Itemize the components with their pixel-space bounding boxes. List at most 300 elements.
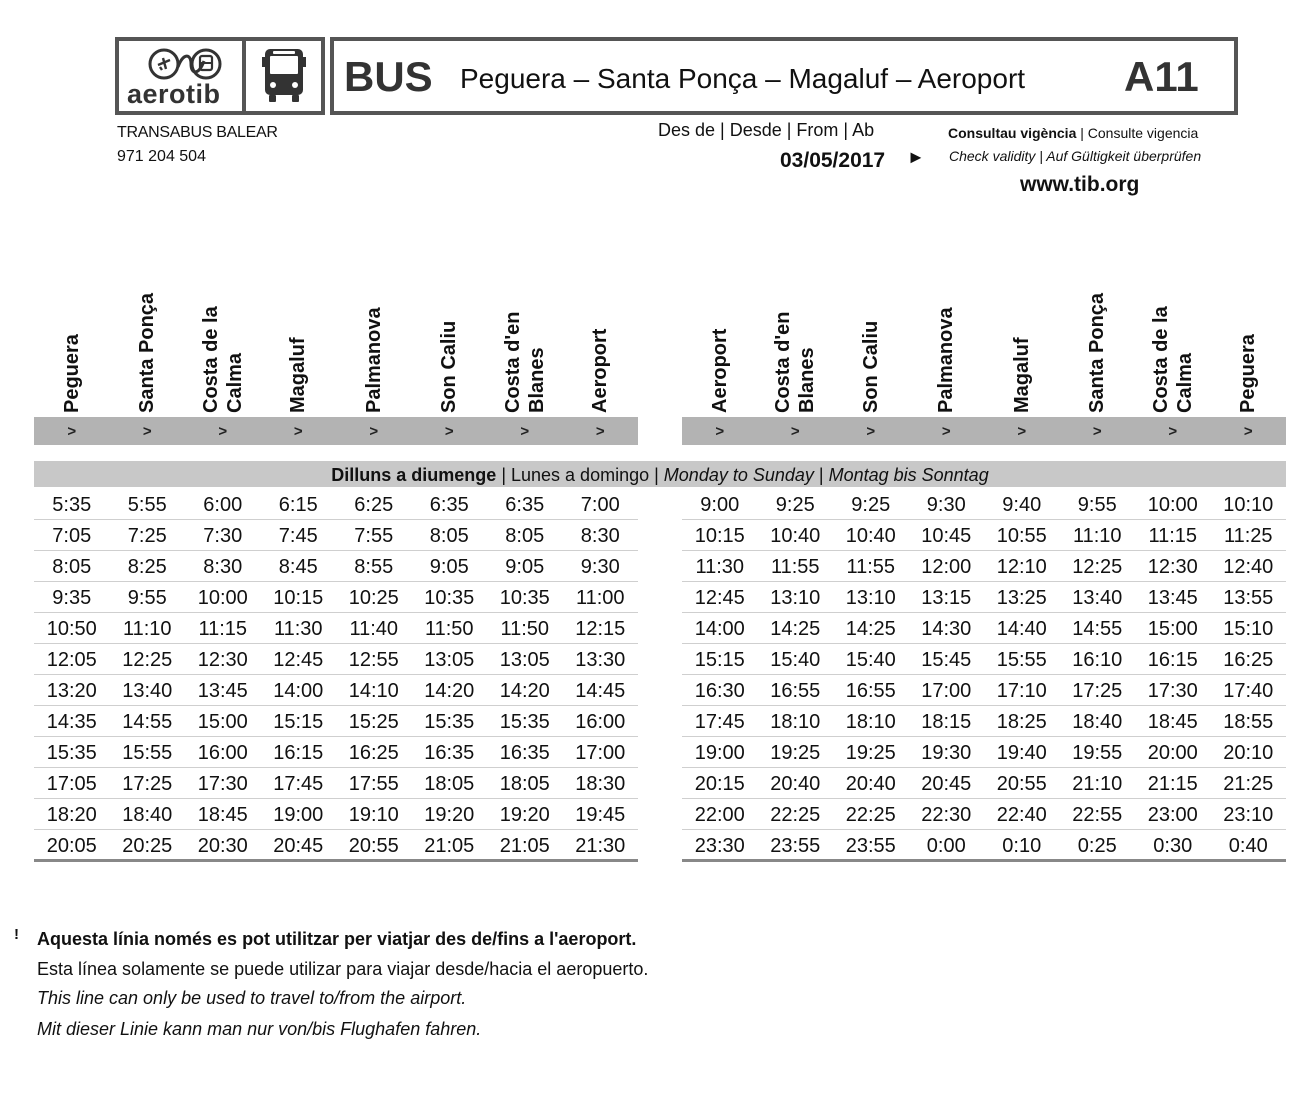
departure-time: 8:55: [354, 556, 394, 578]
departure-time: 16:15: [1147, 649, 1198, 671]
departure-time: 9:40: [1002, 494, 1042, 516]
direction-arrow-icon: >: [1017, 423, 1027, 440]
departure-time: 10:35: [424, 587, 475, 609]
triangle-right-icon: ►: [907, 147, 925, 167]
departure-time: 22:55: [1072, 804, 1123, 826]
departure-time: 13:25: [996, 587, 1047, 609]
departure-time: 20:45: [273, 835, 324, 857]
departure-time: 17:55: [348, 773, 399, 795]
departure-time: 21:25: [1223, 773, 1274, 795]
table-row: [682, 551, 1286, 582]
departure-time: 15:00: [197, 711, 248, 733]
direction-arrow-icon: >: [67, 423, 77, 440]
inbound-stop-name: [1085, 293, 1109, 413]
table-row: [34, 644, 638, 675]
departure-time: 12:45: [694, 587, 745, 609]
direction-arrow-icon: >: [866, 423, 876, 440]
departure-time: 17:45: [273, 773, 324, 795]
notice-en: This line can only be used to travel to/from the airport.: [37, 988, 467, 1008]
table-row: [34, 830, 638, 862]
departure-time: 8:05: [52, 556, 92, 578]
departure-time: 8:05: [429, 525, 469, 547]
direction-arrow-icon: >: [1243, 423, 1253, 440]
table-row: [682, 613, 1286, 644]
aerotib-logo: [115, 37, 246, 115]
table-row: [34, 706, 638, 737]
outbound-stop-name: [286, 337, 310, 413]
departure-time: 10:00: [1147, 494, 1198, 516]
departure-time: 9:00: [700, 494, 740, 516]
departure-time: 0:00: [926, 835, 966, 857]
departure-time: 20:15: [694, 773, 745, 795]
departure-time: 11:25: [1223, 525, 1273, 547]
departure-time: 13:40: [1072, 587, 1123, 609]
outbound-stop-name: [588, 329, 612, 413]
outbound-stop-name: [60, 334, 84, 413]
valid-from-label: Des de | Desde | From | Ab: [658, 120, 875, 140]
departure-time: 10:15: [273, 587, 324, 609]
table-row: [34, 799, 638, 830]
operator-phone: 971 204 504: [117, 148, 206, 165]
departure-time: 17:25: [122, 773, 173, 795]
departure-time: 15:10: [1223, 618, 1274, 640]
inbound-stop-name-line: Peguera: [1237, 334, 1260, 413]
departure-time: 11:10: [1072, 525, 1122, 547]
departure-time: 13:10: [845, 587, 896, 609]
bus-icon: [261, 47, 307, 105]
departure-time: 13:05: [499, 649, 550, 671]
departure-time: 17:30: [197, 773, 248, 795]
departure-time: 15:15: [273, 711, 324, 733]
departure-time: 15:25: [348, 711, 399, 733]
departure-time: 9:30: [926, 494, 966, 516]
departure-time: 8:45: [278, 556, 318, 578]
departure-time: 22:00: [694, 804, 745, 826]
direction-arrow-icon: >: [444, 423, 454, 440]
days-ca: Dilluns a diumenge: [331, 465, 497, 485]
departure-time: 7:55: [354, 525, 394, 547]
departure-time: 16:30: [694, 680, 745, 702]
departure-time: 20:30: [197, 835, 248, 857]
notice-es: Esta línea solamente se puede utilizar para viajar desde/hacia el aeropuerto.: [37, 959, 649, 979]
departure-time: 20:45: [921, 773, 972, 795]
departure-time: 12:40: [1223, 556, 1274, 578]
inbound-stop-name: [934, 307, 958, 413]
departure-time: 13:05: [424, 649, 475, 671]
departure-time: 9:05: [505, 556, 545, 578]
departure-time: 20:55: [996, 773, 1047, 795]
departure-time: 21:15: [1147, 773, 1198, 795]
departure-time: 18:40: [1072, 711, 1123, 733]
table-row: [682, 737, 1286, 768]
departure-time: 19:30: [921, 742, 972, 764]
departure-time: 20:40: [845, 773, 896, 795]
days-de: Montag bis Sonntag: [828, 465, 989, 485]
operator-name: TRANSABUS BALEAR: [117, 124, 278, 141]
table-row: [34, 675, 638, 706]
inbound-stop-name-line: Costa de la: [1149, 306, 1172, 413]
table-row: [34, 582, 638, 613]
departure-time: 14:40: [996, 618, 1047, 640]
departure-time: 6:00: [203, 494, 243, 516]
departure-time: 16:25: [348, 742, 399, 764]
outbound-stop-name: [199, 306, 247, 413]
consult-validity-es: | Consulte vigencia: [1076, 125, 1199, 141]
departure-time: 12:10: [996, 556, 1047, 578]
outbound-stop-name-line: Calma: [223, 352, 246, 413]
departure-time: 19:20: [499, 804, 550, 826]
outbound-stop-name-line: Aeroport: [589, 328, 612, 413]
departure-time: 20:55: [348, 835, 399, 857]
notice-icon: !: [14, 926, 19, 943]
departure-time: 9:55: [127, 587, 167, 609]
table-row: [34, 520, 638, 551]
inbound-stop-name-line: Blanes: [796, 347, 819, 413]
departure-time: 14:45: [575, 680, 626, 702]
departure-time: 8:30: [580, 525, 620, 547]
departure-time: 20:25: [122, 835, 173, 857]
departure-time: 23:10: [1223, 804, 1274, 826]
departure-time: 17:25: [1072, 680, 1123, 702]
notice-de: Mit dieser Linie kann man nur von/bis Flughafen fahren.: [37, 1019, 482, 1039]
departure-time: 6:25: [354, 494, 394, 516]
departure-time: 11:40: [349, 618, 399, 640]
outbound-stop-name-line: Palmanova: [362, 307, 385, 413]
departure-time: 21:05: [499, 835, 550, 857]
departure-time: 14:55: [122, 711, 173, 733]
departure-time: 10:55: [996, 525, 1047, 547]
route-title: Peguera – Santa Ponça – Magaluf – Aeroport: [460, 63, 1026, 94]
departure-time: 9:55: [1077, 494, 1117, 516]
departure-time: 20:05: [46, 835, 97, 857]
departure-time: 15:35: [46, 742, 97, 764]
departure-time: 8:05: [505, 525, 545, 547]
departure-time: 16:15: [273, 742, 324, 764]
departure-time: 17:00: [921, 680, 972, 702]
departure-time: 22:25: [845, 804, 896, 826]
departure-time: 14:25: [845, 618, 896, 640]
departure-time: 14:20: [424, 680, 475, 702]
departure-time: 14:30: [921, 618, 972, 640]
direction-arrow-icon: >: [941, 423, 951, 440]
departure-time: 11:30: [695, 556, 745, 578]
bus-label: BUS: [344, 53, 433, 100]
outbound-stop-name: [437, 321, 461, 413]
direction-arrow-icon: >: [142, 423, 152, 440]
departure-time: 19:40: [996, 742, 1047, 764]
table-row: [34, 489, 638, 520]
departure-time: 19:10: [348, 804, 399, 826]
departure-time: 16:35: [424, 742, 475, 764]
departure-time: 14:10: [348, 680, 399, 702]
departure-time: 19:00: [273, 804, 324, 826]
departure-time: 16:00: [197, 742, 248, 764]
inbound-stop-name: [1010, 337, 1034, 413]
departure-time: 14:20: [499, 680, 550, 702]
departure-time: 8:25: [127, 556, 167, 578]
departure-time: 16:55: [770, 680, 821, 702]
departure-time: 21:30: [575, 835, 626, 857]
inbound-stop-name: [1236, 334, 1260, 413]
departure-time: 13:20: [46, 680, 97, 702]
departure-time: 20:00: [1147, 742, 1198, 764]
departure-time: 17:05: [46, 773, 97, 795]
departure-time: 9:35: [52, 587, 92, 609]
departure-time: 10:15: [694, 525, 745, 547]
departure-time: 10:25: [348, 587, 399, 609]
outbound-stop-name: [362, 307, 386, 413]
departure-time: 8:30: [203, 556, 243, 578]
departure-time: 18:10: [845, 711, 896, 733]
outbound-stop-name-line: Santa Ponça: [136, 292, 159, 413]
departure-time: 10:50: [46, 618, 97, 640]
departure-time: 23:00: [1147, 804, 1198, 826]
title-box: [330, 37, 1238, 115]
departure-time: 13:45: [197, 680, 248, 702]
departure-time: 0:30: [1153, 835, 1193, 857]
departure-time: 15:00: [1147, 618, 1198, 640]
departure-time: 11:30: [273, 618, 323, 640]
direction-arrow-icon: >: [520, 423, 530, 440]
departure-time: 14:35: [46, 711, 97, 733]
departure-time: 20:10: [1223, 742, 1274, 764]
table-row: [682, 675, 1286, 706]
departure-time: 5:55: [127, 494, 167, 516]
departure-time: 13:45: [1147, 587, 1198, 609]
inbound-stop-name-line: Son Caliu: [859, 320, 882, 413]
departure-time: 16:00: [575, 711, 626, 733]
aerotib-logo-icon: [147, 47, 223, 81]
departure-time: 17:40: [1223, 680, 1274, 702]
departure-time: 18:55: [1223, 711, 1274, 733]
inbound-stop-name-line: Aeroport: [708, 328, 731, 413]
direction-arrow-icon: >: [293, 423, 303, 440]
departure-time: 0:40: [1228, 835, 1268, 857]
departure-time: 13:40: [122, 680, 173, 702]
departure-time: 11:10: [122, 618, 172, 640]
departure-time: 23:30: [694, 835, 745, 857]
table-row: [682, 489, 1286, 520]
departure-time: 14:00: [273, 680, 324, 702]
direction-arrow-icon: >: [790, 423, 800, 440]
departure-time: 9:25: [775, 494, 815, 516]
departure-time: 7:25: [127, 525, 167, 547]
departure-time: 19:55: [1072, 742, 1123, 764]
departure-time: 19:00: [694, 742, 745, 764]
consult-validity-line1: [948, 125, 1198, 141]
departure-time: 17:45: [694, 711, 745, 733]
departure-time: 10:40: [770, 525, 821, 547]
departure-time: 11:00: [575, 587, 625, 609]
departure-time: 18:40: [122, 804, 173, 826]
valid-from-date: 03/05/2017: [780, 149, 886, 172]
direction-arrow-icon: >: [715, 423, 725, 440]
table-row: [34, 551, 638, 582]
departure-time: 18:25: [996, 711, 1047, 733]
departure-time: 15:55: [122, 742, 173, 764]
consult-validity-line2: Check validity | Auf Gültigkeit überprüfen: [949, 148, 1202, 164]
notice-ca: Aquesta línia només es pot utilitzar per viatjar des de/fins a l'aeroport.: [37, 929, 637, 949]
inbound-stop-name-line: Calma: [1173, 352, 1196, 413]
inbound-stop-name: [1149, 306, 1197, 413]
table-row: [34, 737, 638, 768]
departure-time: 13:30: [575, 649, 626, 671]
departure-time: 12:15: [575, 618, 626, 640]
service-days-band: [34, 461, 1286, 487]
departure-time: 19:25: [770, 742, 821, 764]
departure-time: 15:40: [845, 649, 896, 671]
departure-time: 17:10: [996, 680, 1047, 702]
outbound-stop-name-line: Magaluf: [287, 337, 310, 413]
departure-time: 18:05: [424, 773, 475, 795]
departure-time: 12:25: [1072, 556, 1123, 578]
table-row: [682, 582, 1286, 613]
departure-time: 7:00: [580, 494, 620, 516]
departure-time: 13:10: [770, 587, 821, 609]
days-es: Lunes a domingo: [511, 465, 650, 485]
departure-time: 12:55: [348, 649, 399, 671]
departure-time: 21:10: [1072, 773, 1123, 795]
departure-time: 14:00: [694, 618, 745, 640]
departure-time: 14:55: [1072, 618, 1123, 640]
table-row: [682, 768, 1286, 799]
departure-time: 9:30: [580, 556, 620, 578]
departure-time: 18:20: [46, 804, 97, 826]
table-row: [682, 706, 1286, 737]
inbound-stop-name-line: Santa Ponça: [1086, 292, 1109, 413]
departure-time: 15:35: [424, 711, 475, 733]
departure-time: 12:30: [197, 649, 248, 671]
outbound-direction-bar: [34, 417, 638, 445]
departure-time: 12:00: [921, 556, 972, 578]
days-sep: |: [813, 465, 829, 485]
departure-time: 18:45: [1147, 711, 1198, 733]
departure-time: 19:45: [575, 804, 626, 826]
departure-time: 12:05: [46, 649, 97, 671]
departure-time: 22:40: [996, 804, 1047, 826]
departure-time: 10:10: [1223, 494, 1274, 516]
departure-time: 9:05: [429, 556, 469, 578]
table-row: [682, 520, 1286, 551]
departure-time: 10:35: [499, 587, 550, 609]
table-row: [34, 613, 638, 644]
departure-time: 7:05: [52, 525, 92, 547]
departure-time: 16:35: [499, 742, 550, 764]
direction-arrow-icon: >: [595, 423, 605, 440]
days-sep: |: [649, 465, 664, 485]
departure-time: 11:50: [424, 618, 474, 640]
departure-time: 5:35: [52, 494, 92, 516]
table-row: [682, 799, 1286, 830]
departure-time: 7:30: [203, 525, 243, 547]
outbound-stop-name: [135, 293, 159, 413]
departure-time: 23:55: [845, 835, 896, 857]
departure-time: 15:35: [499, 711, 550, 733]
inbound-direction-bar: [682, 417, 1286, 445]
departure-time: 13:55: [1223, 587, 1274, 609]
departure-time: 16:55: [845, 680, 896, 702]
departure-time: 16:25: [1223, 649, 1274, 671]
departure-time: 18:45: [197, 804, 248, 826]
departure-time: 14:25: [770, 618, 821, 640]
departure-time: 9:25: [851, 494, 891, 516]
departure-time: 11:55: [770, 556, 820, 578]
departure-time: 18:15: [921, 711, 972, 733]
departure-time: 12:25: [122, 649, 173, 671]
departure-time: 18:10: [770, 711, 821, 733]
brand-name: aerotib: [127, 79, 221, 109]
departure-time: 18:30: [575, 773, 626, 795]
departure-time: 23:55: [770, 835, 821, 857]
line-code: A11: [1124, 53, 1199, 100]
departure-time: 15:40: [770, 649, 821, 671]
inbound-stop-headers: [682, 250, 1286, 413]
departure-time: 7:45: [278, 525, 318, 547]
departure-time: 19:20: [424, 804, 475, 826]
departure-time: 0:25: [1077, 835, 1117, 857]
departure-time: 10:45: [921, 525, 972, 547]
table-row: [682, 830, 1286, 862]
outbound-stop-name: [501, 312, 549, 413]
inbound-stop-name-line: Magaluf: [1010, 337, 1033, 413]
departure-time: 10:40: [845, 525, 896, 547]
departure-time: 13:15: [921, 587, 972, 609]
outbound-stop-name-line: Son Caliu: [438, 320, 461, 413]
departure-time: 15:55: [996, 649, 1047, 671]
bus-icon-box: [246, 37, 325, 115]
outbound-stop-name-line: Blanes: [525, 347, 548, 413]
days-en: Monday to Sunday: [663, 465, 814, 485]
departure-time: 0:10: [1002, 835, 1042, 857]
direction-arrow-icon: >: [369, 423, 379, 440]
direction-arrow-icon: >: [1168, 423, 1178, 440]
departure-time: 11:50: [500, 618, 550, 640]
direction-arrow-icon: >: [1092, 423, 1102, 440]
inbound-stop-name: [859, 321, 883, 413]
departure-time: 15:45: [921, 649, 972, 671]
departure-time: 20:40: [770, 773, 821, 795]
departure-time: 21:05: [424, 835, 475, 857]
table-row: [682, 644, 1286, 675]
departure-time: 18:05: [499, 773, 550, 795]
departure-time: 17:00: [575, 742, 626, 764]
direction-arrow-icon: >: [218, 423, 228, 440]
departure-time: 6:35: [505, 494, 545, 516]
departure-time: 11:55: [846, 556, 896, 578]
outbound-stop-headers: [34, 250, 638, 413]
outbound-stop-name-line: Costa de la: [199, 306, 222, 413]
consult-validity-ca: Consultau vigència: [948, 125, 1077, 141]
departure-time: 22:25: [770, 804, 821, 826]
outbound-stop-name-line: Peguera: [60, 334, 83, 413]
departure-time: 16:10: [1072, 649, 1123, 671]
departure-time: 11:15: [1148, 525, 1198, 547]
departure-time: 19:25: [845, 742, 896, 764]
departure-time: 17:30: [1147, 680, 1198, 702]
inbound-stop-name: [771, 312, 819, 413]
inbound-stop-name: [708, 329, 732, 413]
departure-time: 6:35: [429, 494, 469, 516]
departure-time: 12:30: [1147, 556, 1198, 578]
departure-time: 11:15: [198, 618, 248, 640]
inbound-stop-name-line: Costa d'en: [772, 311, 795, 413]
departure-time: 12:45: [273, 649, 324, 671]
departure-time: 22:30: [921, 804, 972, 826]
departure-time: 15:15: [694, 649, 745, 671]
departure-time: 10:00: [197, 587, 248, 609]
inbound-stop-name-line: Palmanova: [935, 307, 958, 413]
website-link[interactable]: www.tib.org: [1020, 173, 1140, 196]
